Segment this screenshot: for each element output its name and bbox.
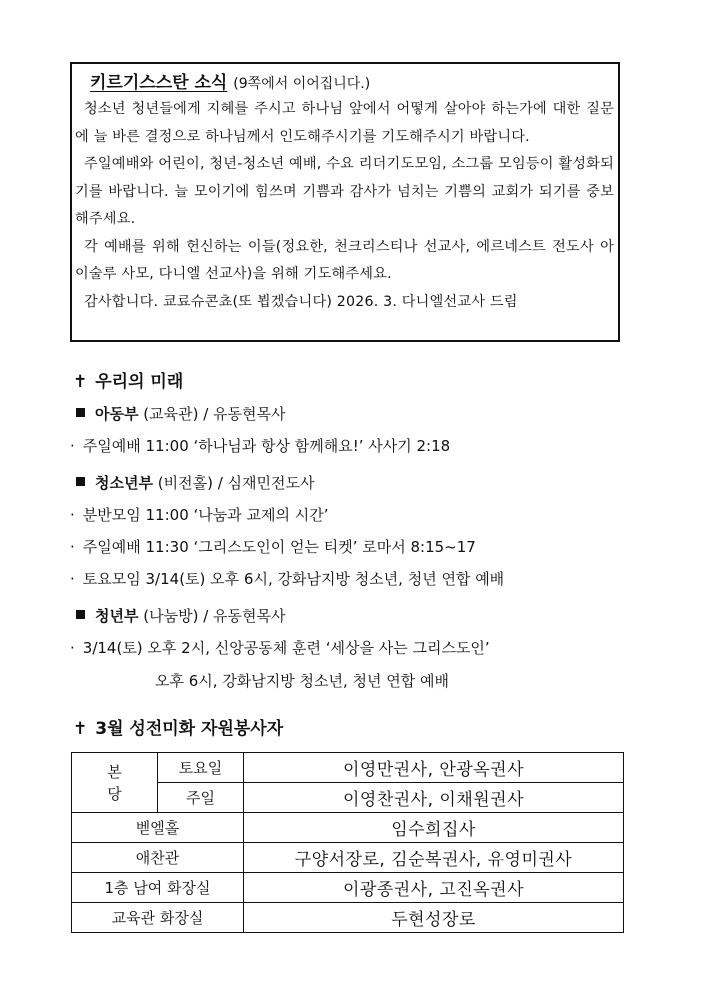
row-names: 이광종권사, 고진옥권사 [244,873,624,903]
row-label: 토요일 [158,753,244,783]
table-row [72,873,624,903]
square-bullet-icon [76,477,85,486]
list-item: · 주일예배 11:30 ‘그리스도인이 얻는 티켓’ 로마서 8:15~17 [70,538,476,556]
dept-name: 청년부 [95,607,139,625]
list-item: · 주일예배 11:00 ‘하나님과 항상 함께해요!’ 사사기 2:18 [70,437,451,455]
volunteer-table [71,752,624,933]
dept-leader: / 심재민전도사 [217,474,315,492]
volunteers-section-heading [73,714,283,739]
dept-place: (교육관) [143,405,199,423]
cross-icon: ✝ [73,372,88,392]
row-label: 애찬관 [72,843,244,873]
list-item: · 분반모임 11:00 ‘나눔과 교제의 시간’ [70,506,329,524]
main-hall-cell: 본 당 [72,753,158,813]
row-names: 이영만권사, 안광옥권사 [244,753,624,783]
dept-place: (나눔방) [143,607,199,625]
list-item: · 3/14(토) 오후 2시, 신앙공동체 훈련 ‘세상을 사는 그리스도인’ [70,639,490,657]
youth-dept-heading [76,472,314,493]
list-item-continuation: 오후 6시, 강화남지방 청소년, 청년 연합 예배 [155,672,450,690]
dept-leader: / 유동현목사 [203,405,286,423]
square-bullet-icon [76,610,85,619]
children-dept-heading [76,403,286,424]
row-label: 주일 [158,783,244,813]
table-row [72,843,624,873]
row-names: 구양서장로, 김순복권사, 유영미권사 [244,843,624,873]
dept-place: (비전홀) [157,474,213,492]
news-paragraph: 감사합니다. 쿄료슈콘쵸(또 뵙겠습니다) 2026. 3. 다니엘선교사 드림 [84,293,518,310]
volunteers-title: 3월 성전미화 자원봉사자 [95,719,284,739]
row-label: 벧엘홀 [72,813,244,843]
dept-name: 아동부 [95,405,139,423]
table-row [72,813,624,843]
dept-leader: / 유동현목사 [203,607,286,625]
young-adult-dept-heading [76,605,286,626]
news-paragraph: 청소년 청년들에게 지혜를 주시고 하나님 앞에서 어떻게 살아야 하는가에 대한 질문에 늘 바른 결정으로 하나님께서 인도해주시기를 기도해주시기 바랍니다. [75,101,614,145]
row-names: 두현성장로 [244,903,624,933]
future-title: 우리의 미래 [95,372,184,392]
news-title: 키르기스스탄 소식 [90,73,228,93]
cross-icon: ✝ [73,719,88,739]
table-row [72,753,624,783]
future-section-heading [73,367,183,392]
row-label: 교육관 화장실 [72,903,244,933]
news-subtitle: (9쪽에서 이어집니다.) [233,76,371,92]
table-row [72,903,624,933]
square-bullet-icon [76,408,85,417]
row-label: 1층 남여 화장실 [72,873,244,903]
news-paragraph: 주일예배와 어린이, 청년-청소년 예배, 수요 리더기도모임, 소그룹 모임등이 활성화되기를 바랍니다. 늘 모이기에 힘쓰며 기쁨과 감사가 넘치는 기쁨의 교회가 되기를 중보해주세요. [75,156,614,227]
news-title-row [72,68,618,96]
row-names: 이영찬권사, 이채원권사 [244,783,624,813]
list-item: · 토요모임 3/14(토) 오후 6시, 강화남지방 청소년, 청년 연합 예배 [70,570,505,588]
dept-name: 청소년부 [95,474,153,492]
kyrgyzstan-news-box [70,62,620,342]
news-paragraph: 각 예배를 위해 헌신하는 이들(정요한, 천크리스티나 선교사, 에르네스트 전도사 아이술루 사모, 다니엘 선교사)을 위해 기도해주세요. [75,238,614,282]
row-names: 임수희집사 [244,813,624,843]
